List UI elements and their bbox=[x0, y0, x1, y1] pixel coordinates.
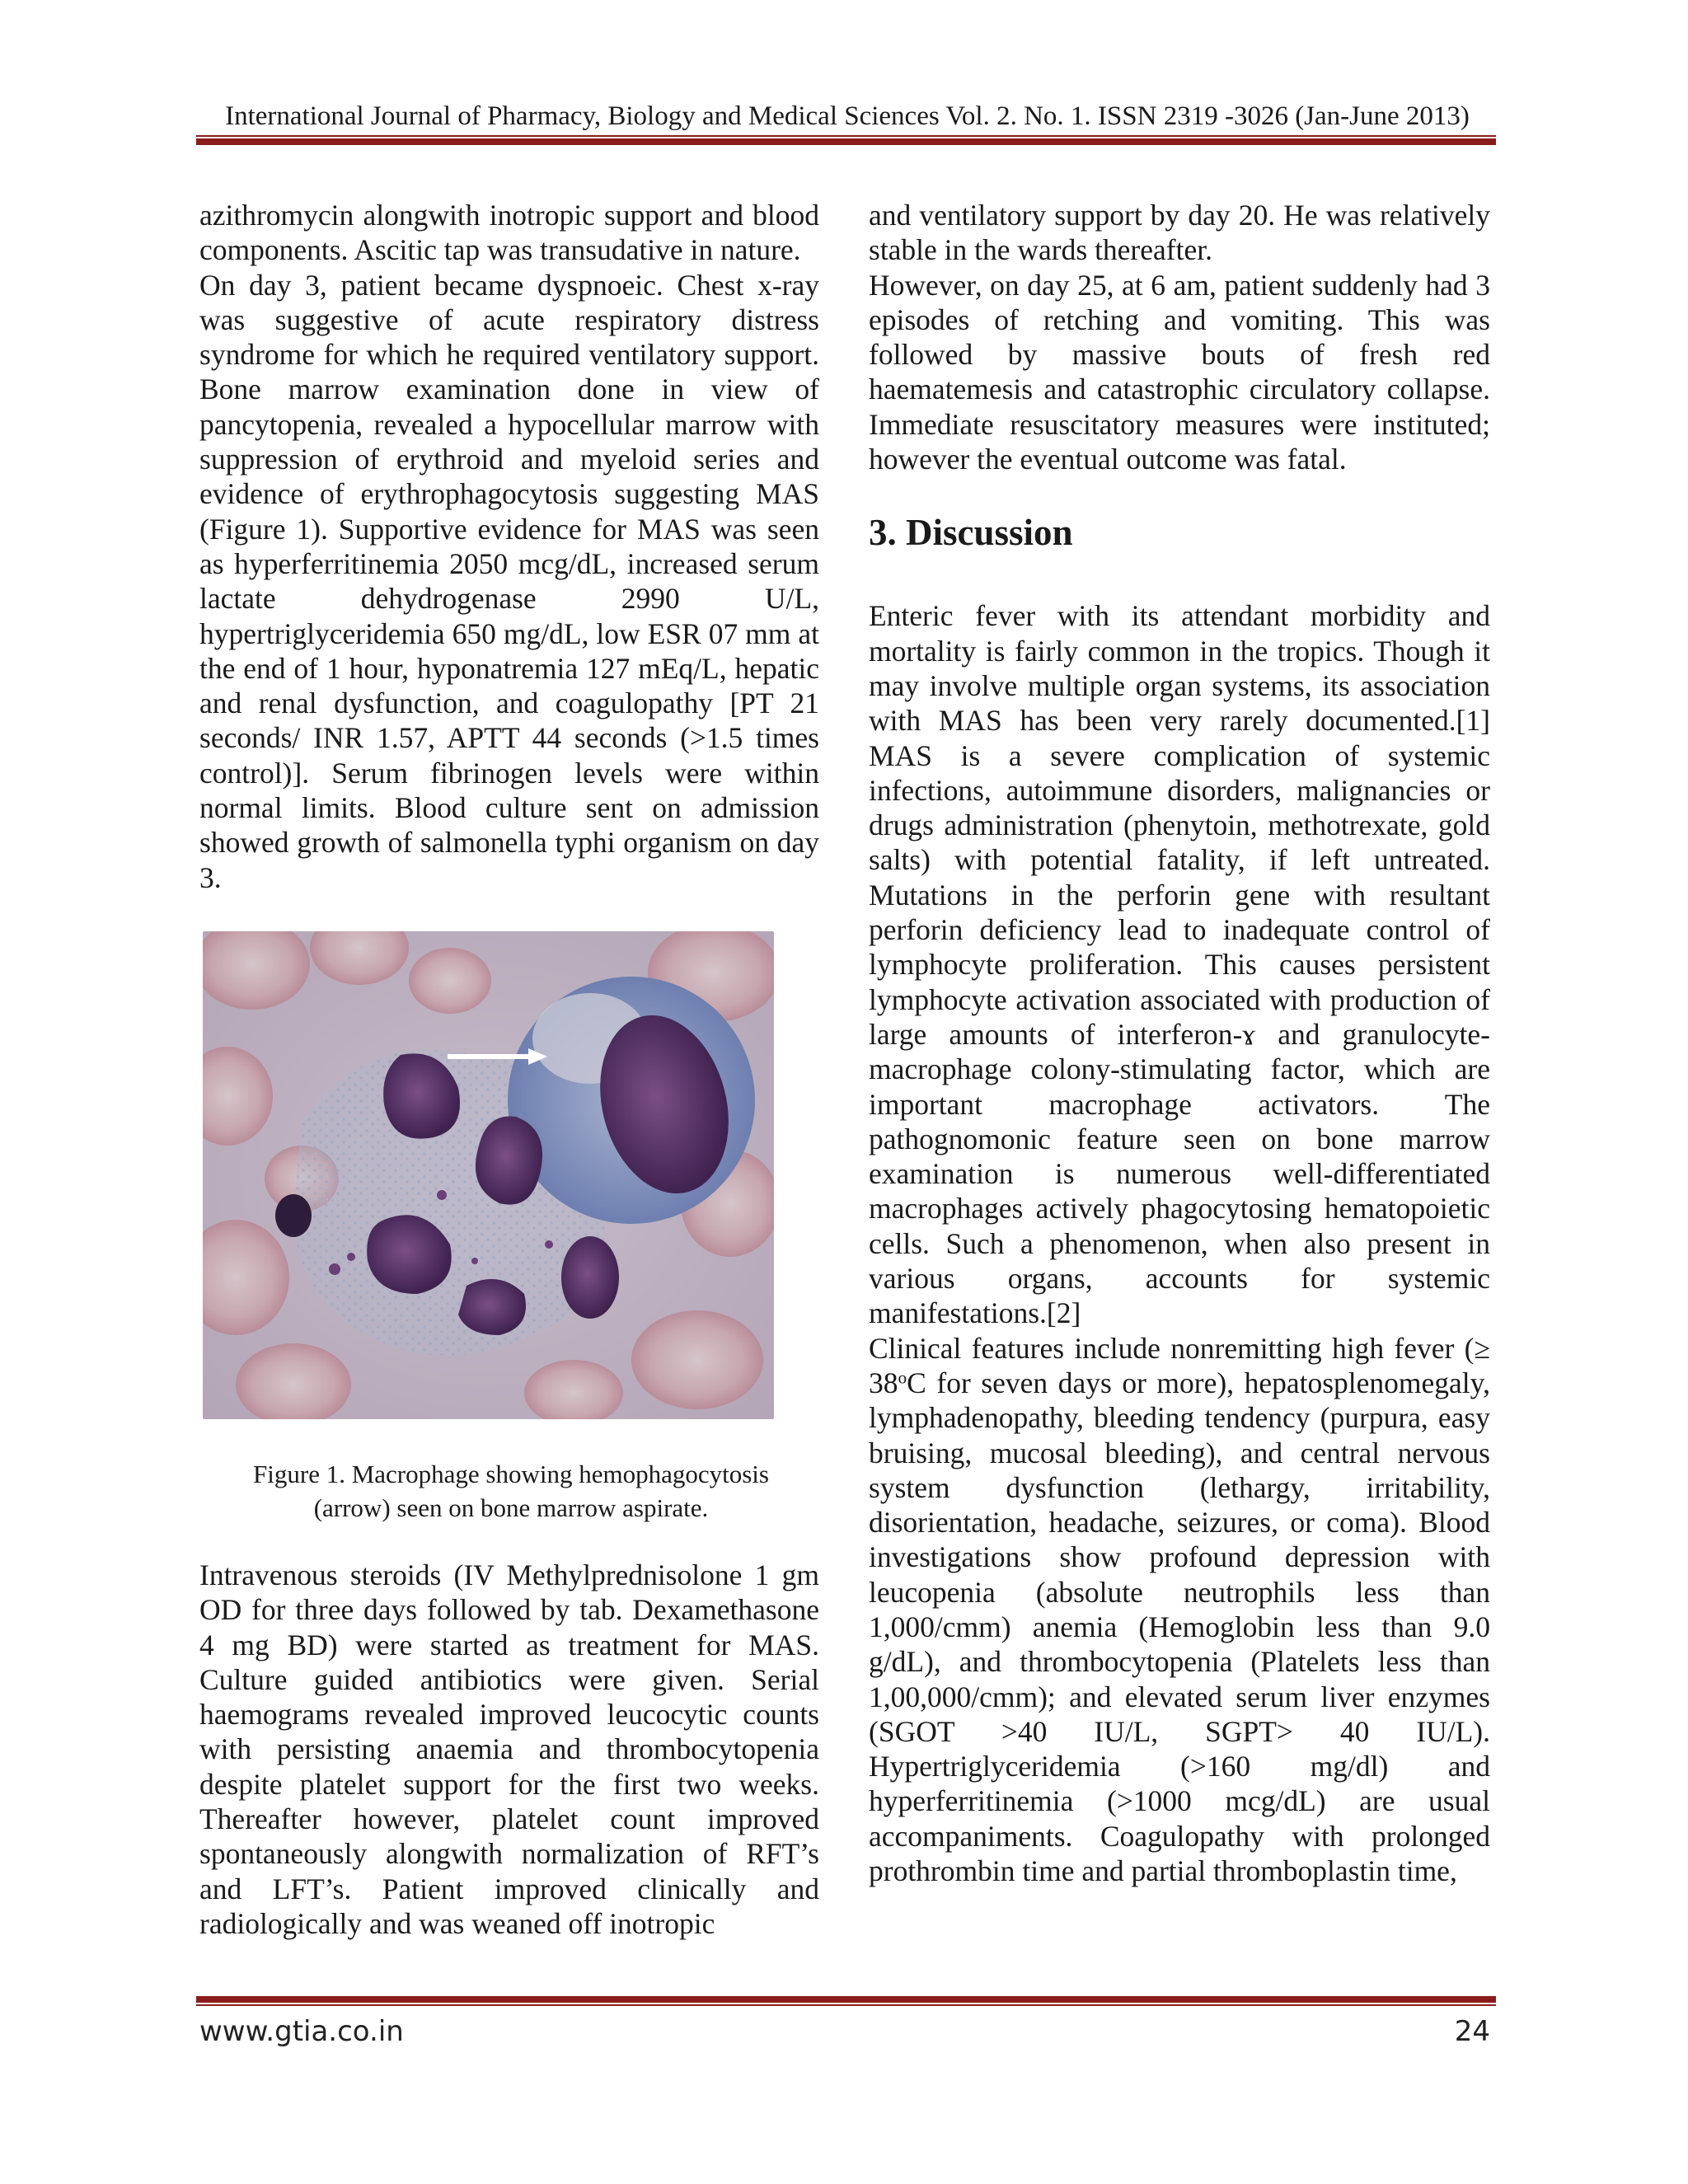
paragraph: However, on day 25, at 6 am, patient suddenly had 3 episodes of retching and vomiting. This was followed by massive bouts of fresh red haematemesis and catastrophic circulatory collapse. Immediate resuscitatory measures were instituted; however the eventual outcome was fatal. bbox=[869, 268, 1490, 476]
paragraph: and ventilatory support by day 20. He was relatively stable in the wards thereafter. bbox=[869, 199, 1490, 267]
paragraph-text: Clinical features include nonremitting high fever (≥ 38 bbox=[869, 1331, 1490, 1399]
footer-rule-thick bbox=[196, 1996, 1496, 2003]
paragraph-text: C for seven days or more), hepatosplenomegaly, lymphadenopathy, bleeding tendency (purpura, easy bruising, mucosal bleeding), and central nervous system dysfunction (lethargy, irritability, disorientation, headache, seizures, or coma). Blood investigations show profound depression with leucopenia (absolute neutrophils less than 1,000/cmm) anemia (Hemoglobin less than 9.0 g/dL), and thrombocytopenia (Platelets less than 1,00,000/cmm); and elevated serum liver enzymes (SGOT >40 IU/L, SGPT> 40 IU/L). Hypertriglyceridemia (>160 mg/dl) and hyperferritinemia (>1000 mcg/dL) are usual accompaniments. Coagulopathy with prolonged prothrombin time and partial thromboplastin time, bbox=[869, 1366, 1490, 1888]
paragraph: azithromycin alongwith inotropic support and blood components. Ascitic tap was transudative in nature. bbox=[199, 199, 819, 267]
page-number: 24 bbox=[1454, 2015, 1490, 2048]
right-column bbox=[869, 198, 1490, 1888]
paragraph: Enteric fever with its attendant morbidity and mortality is fairly common in the tropics. Though it may involve multiple organ systems, its association with MAS has been very rarely documented.[1] MAS is a severe complication of systemic infections, autoimmune disorders, malignancies or drugs administration (phenytoin, methotrexate, gold salts) with potential fatality, if left untreated. Mutations in the perforin gene with resultant perforin deficiency lead to inadequate control of lymphocyte proliferation. This causes persistent lymphocyte activation associated with production of large amounts of interferon-ɤ and granulocyte-macrophage colony-stimulating factor, which are important macrophage activators. The pathognomonic feature seen on bone marrow examination is numerous well-differentiated macrophages actively phagocytosing hematopoietic cells. Such a phenomenon, when also present in various organs, accounts for systemic manifestations.[2] bbox=[869, 599, 1490, 1330]
header-rule-thick bbox=[196, 138, 1496, 145]
section-heading: 3. Discussion bbox=[869, 512, 1073, 554]
paragraph: Intravenous steroids (IV Methylprednisolone 1 gm OD for three days followed by tab. Dexamethasone 4 mg BD) were started as treatment for MAS. Culture guided antibiotics were given. Serial haemograms revealed improved leucocytic counts with persisting anaemia and thrombocytopenia despite platelet support for the first two weeks. Thereafter however, platelet count improved spontaneously alongwith normalization of RFT’s and LFT’s. Patient improved clinically and radiologically and was weaned off inotropic bbox=[199, 1558, 819, 1940]
header-rule-thin bbox=[196, 135, 1496, 137]
paragraph: On day 3, patient became dyspnoeic. Chest x-ray was suggestive of acute respiratory distress syndrome for which he required ventilatory support. Bone marrow examination done in view of pancytopenia, revealed a hypocellular marrow with suppression of erythroid and myeloid series and evidence of erythrophagocytosis suggesting MAS (Figure 1). Supportive evidence for MAS was seen as hyperferritinemia 2050 mcg/dL, increased serum lactate dehydrogenase 2990 U/L, hypertriglyceridemia 650 mg/dL, low ESR 07 mm at the end of 1 hour, hyponatremia 127 mEq/L, hepatic and renal dysfunction, and coagulopathy [PT 21 seconds/ INR 1.57, APTT 44 seconds (>1.5 times control)]. Serum fibrinogen levels were within normal limits. Blood culture sent on admission showed growth of salmonella typhi organism on day 3. bbox=[199, 268, 819, 894]
left-column bbox=[199, 198, 819, 1941]
journal-header: International Journal of Pharmacy, Biology and Medical Sciences Vol. 2. No. 1. ISSN 2319 -3026 (Jan-June 2013) bbox=[225, 101, 1470, 131]
degree-superscript: o bbox=[898, 1367, 907, 1388]
footer-rule-thin bbox=[196, 2004, 1496, 2006]
bone-marrow-micrograph bbox=[203, 931, 774, 1419]
paragraph bbox=[869, 1331, 1490, 1889]
footer-url: www.gtia.co.in bbox=[199, 2015, 404, 2048]
figure-caption: Figure 1. Macrophage showing hemophagocytosis (arrow) seen on bone marrow aspirate. bbox=[253, 1459, 769, 1522]
